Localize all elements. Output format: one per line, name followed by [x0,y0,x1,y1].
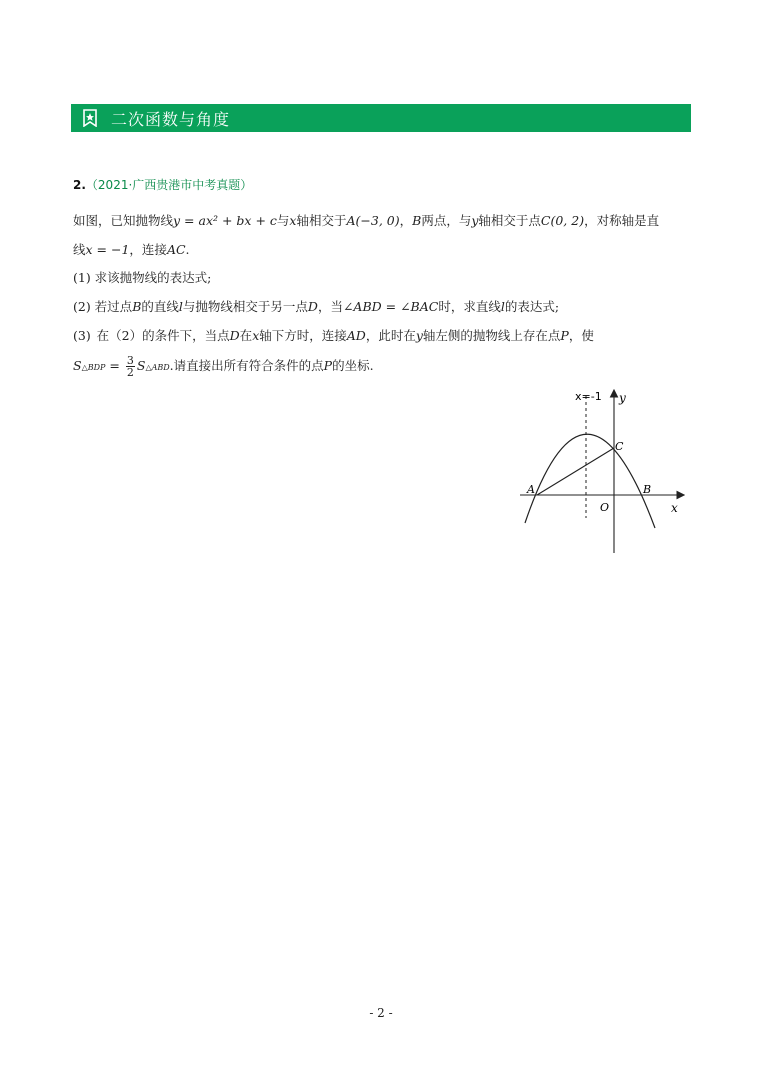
stem-text: 线 [73,242,86,257]
stem-point-a: A(−3, 0) [346,213,400,228]
q3-text: (3) 在（2）的条件下，当点 [73,328,230,343]
problem-header [73,176,252,193]
problem-number: 2. [73,178,86,192]
q3-text: ，此时在 [365,328,416,343]
q3-var: x [252,328,260,343]
stem-text: ， [399,213,413,228]
q2-angle-equation: ∠ABD = ∠BAC [342,299,439,314]
stem-axis-equation: x = −1 [85,242,130,257]
question-3-line-1 [73,327,594,345]
stem-text: 两点，与 [421,213,472,228]
area-symbol: S [136,358,146,373]
q2-text: 的表达式; [504,299,560,314]
point-b-label: B [643,483,652,496]
x-axis-label: x [671,501,678,515]
stem-segment: AC [166,242,186,257]
bookmark-star-icon [81,109,99,127]
q2-line: l [500,299,505,314]
segment-ac [537,448,614,495]
stem-var: y [471,213,479,228]
page-number: - 2 - [369,1006,393,1020]
q2-point: B [132,299,142,314]
stem-equation: y = ax² + bx + c [173,213,277,228]
parabola-curve [525,434,655,528]
y-axis-label: y [619,391,626,405]
q3-point: P [323,358,333,373]
problem-source: （2021·广西贵港市中考真题） [85,178,253,192]
stem-var: x [289,213,297,228]
problem-stem-line-1 [73,212,659,230]
fraction [126,355,135,378]
question-2 [73,298,559,316]
q2-point: D [307,299,318,314]
stem-point-b: B [412,213,422,228]
area-subscript: △BDP [81,363,106,372]
q3-text: 的坐标. [332,358,374,373]
parabola-figure [515,388,690,558]
stem-text: . [185,242,190,257]
stem-point-c: C(0, 2) [540,213,585,228]
figure-svg [515,388,690,558]
q2-text: (2) 若过点 [73,299,133,314]
q3-text: 在 [239,328,253,343]
q3-text: 轴下方时，连接 [259,328,347,343]
area-subscript: △ABD [145,363,170,372]
fraction-numerator: 3 [126,354,134,367]
q2-text: ，当 [317,299,343,314]
stem-text: 轴相交于 [296,213,347,228]
q2-text: 与抛物线相交于另一点 [182,299,308,314]
q3-text: .请直接出所有符合条件的点 [169,358,324,373]
point-c-label: C [615,440,624,453]
stem-text: 如图，已知抛物线 [73,213,174,228]
q2-line: l [178,299,183,314]
stem-text: 与 [276,213,290,228]
q3-segment: AD [346,328,366,343]
q2-text: 的直线 [141,299,179,314]
section-title: 二次函数与角度 [111,109,231,129]
stem-text: ，连接 [129,242,167,257]
question-1: (1) 求该抛物线的表达式; [73,270,212,285]
q3-var: y [415,328,423,343]
symmetry-axis-label: x=-1 [575,390,602,403]
question-3-line-2 [73,352,374,382]
q3-text: 轴左侧的抛物线上存在点 [422,328,561,343]
fraction-denominator: 2 [126,366,134,379]
origin-label: O [600,501,610,514]
q3-text: ，使 [568,328,594,343]
point-a-label: A [527,483,535,496]
q3-point: D [229,328,240,343]
q3-point: P [560,328,569,343]
area-symbol: S [73,358,82,373]
stem-text: ，对称轴是直 [584,213,660,228]
equals-sign: = [109,358,120,373]
stem-text: 轴相交于点 [478,213,541,228]
q2-text: 时，求直线 [438,299,501,314]
problem-stem-line-2 [73,241,190,259]
section-banner [71,104,691,132]
